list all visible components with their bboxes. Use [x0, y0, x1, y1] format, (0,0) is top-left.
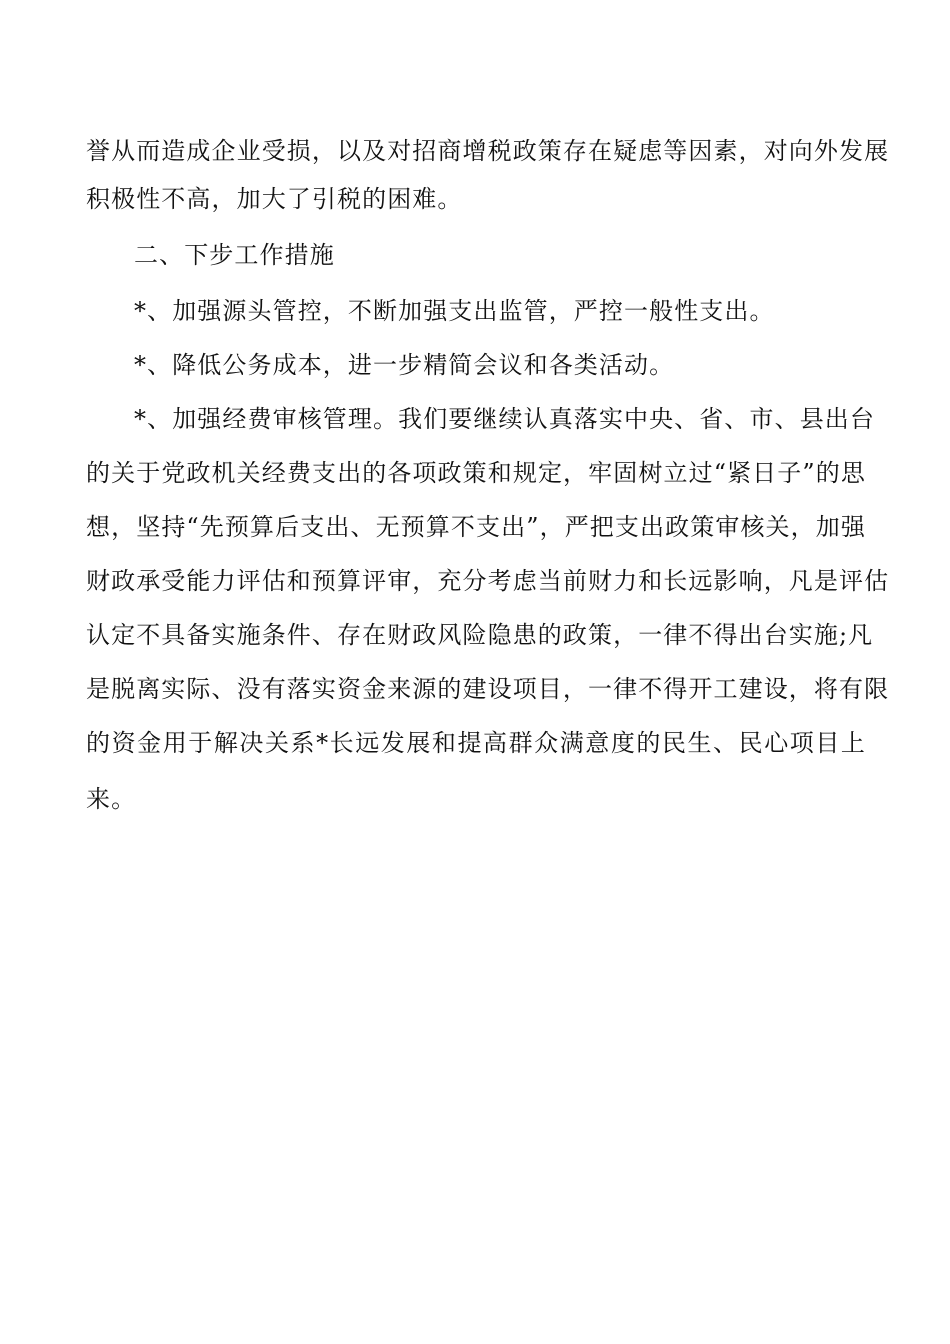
paragraph-line: 积极性不高，加大了引税的困难。	[86, 185, 463, 213]
paragraph-line: 财政承受能力评估和预算评审，充分考虑当前财力和长远影响，凡是评估	[86, 567, 890, 595]
paragraph-line: 誉从而造成企业受损，以及对招商增税政策存在疑虑等因素，对向外发展	[86, 137, 890, 165]
paragraph-line: 是脱离实际、没有落实资金来源的建设项目，一律不得开工建设，将有限	[86, 675, 890, 703]
list-item: *、加强源头管控，不断加强支出监管，严控一般性支出。	[134, 297, 775, 325]
paragraph-line: 来。	[86, 785, 137, 813]
paragraph-line: 的关于党政机关经费支出的各项政策和规定，牢固树立过“紧日子”的思	[86, 459, 866, 487]
paragraph-line: 的资金用于解决关系*长远发展和提高群众满意度的民生、民心项目上	[86, 729, 866, 757]
paragraph-line: 想，坚持“先预算后支出、无预算不支出”，严把支出政策审核关，加强	[86, 513, 866, 541]
list-item: *、加强经费审核管理。我们要继续认真落实中央、省、市、县出台	[134, 405, 875, 433]
paragraph-line: 认定不具备实施条件、存在财政风险隐患的政策，一律不得出台实施;凡	[86, 621, 874, 649]
section-heading: 二、下步工作措施	[134, 241, 335, 269]
list-item: *、降低公务成本，进一步精简会议和各类活动。	[134, 351, 675, 379]
